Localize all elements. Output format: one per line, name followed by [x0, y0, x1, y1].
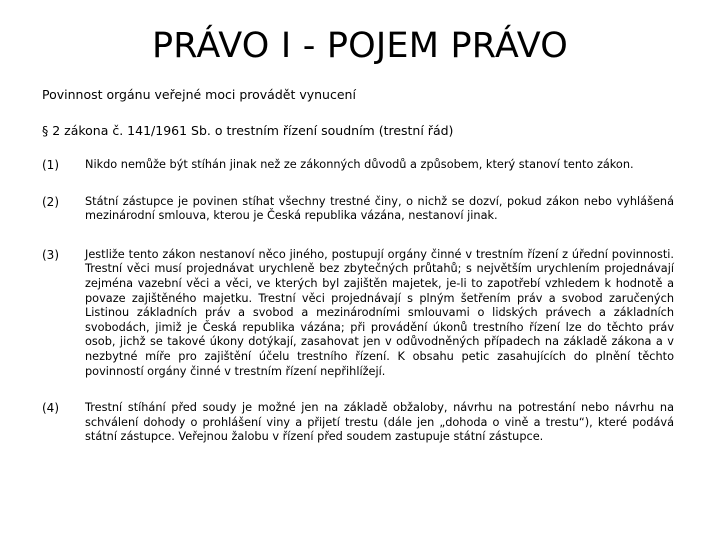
paragraph-number: (3) — [42, 247, 59, 262]
paragraph-4 — [42, 401, 674, 445]
law-reference: § 2 zákona č. 141/1961 Sb. o trestním řízení soudním (trestní řád) — [42, 123, 454, 138]
paragraph-3 — [42, 248, 674, 379]
page-title: PRÁVO I - POJEM PRÁVO — [151, 26, 569, 66]
paragraph-list — [42, 158, 674, 445]
intro-text: Povinnost orgánu veřejné moci provádět vynucení — [42, 87, 356, 102]
paragraph-1 — [42, 158, 674, 173]
paragraph-text: Trestní stíhání před soudy je možné jen na základě obžaloby, návrhu na potrestání nebo návrhu na schválení dohody o prohlášení viny a přijetí trestu (dále jen „dohoda o vině a trestu“), které podává státní zástupce. Veřejnou žalobu v řízení před soudem zastupuje státní zástupce. — [85, 401, 674, 444]
paragraph-text: Jestliže tento zákon nestanoví něco jiného, postupují orgány činné v trestním řízení z úřední povinnosti. Trestní věci musí projednávat urychleně bez zbytečných průtahů; s největším urychlením projednávají zejména vazební věci a věci, ve kterých byl zajištěn majetek, je-li to zapotřebí vzhledem k hodnotě a povaze zajištěného majetku. Trestní věci projednávají s plným šetřením práv a svobod zaručených Listinou základních práv a svobod a mezinárodními smlouvami o lidských právech a základních svobodách, jimiž je Česká republika vázána; při provádění úkonů trestního řízení lze do těchto práv osob, jichž se takové úkony dotýkají, zasahovat jen v odůvodněných případech na základě zákona a v nezbytné míře pro zajištění účelu trestního řízení. K obsahu petic zasahujících do plnění těchto povinností orgány činné v trestním řízení nepřihlížejí. — [85, 247, 674, 378]
paragraph-text: Nikdo nemůže být stíhán jinak než ze zákonných důvodů a způsobem, který stanoví tento zákon. — [85, 158, 634, 171]
paragraph-number: (1) — [42, 158, 59, 172]
paragraph-2 — [42, 195, 674, 224]
paragraph-number: (4) — [42, 401, 59, 416]
paragraph-number: (2) — [42, 194, 59, 209]
paragraph-text: Státní zástupce je povinen stíhat všechny trestné činy, o nichž se dozví, pokud zákon nebo vyhlášená mezinárodní smlouva, kterou je Česká republika vázána, nestanoví jinak. — [85, 194, 674, 223]
